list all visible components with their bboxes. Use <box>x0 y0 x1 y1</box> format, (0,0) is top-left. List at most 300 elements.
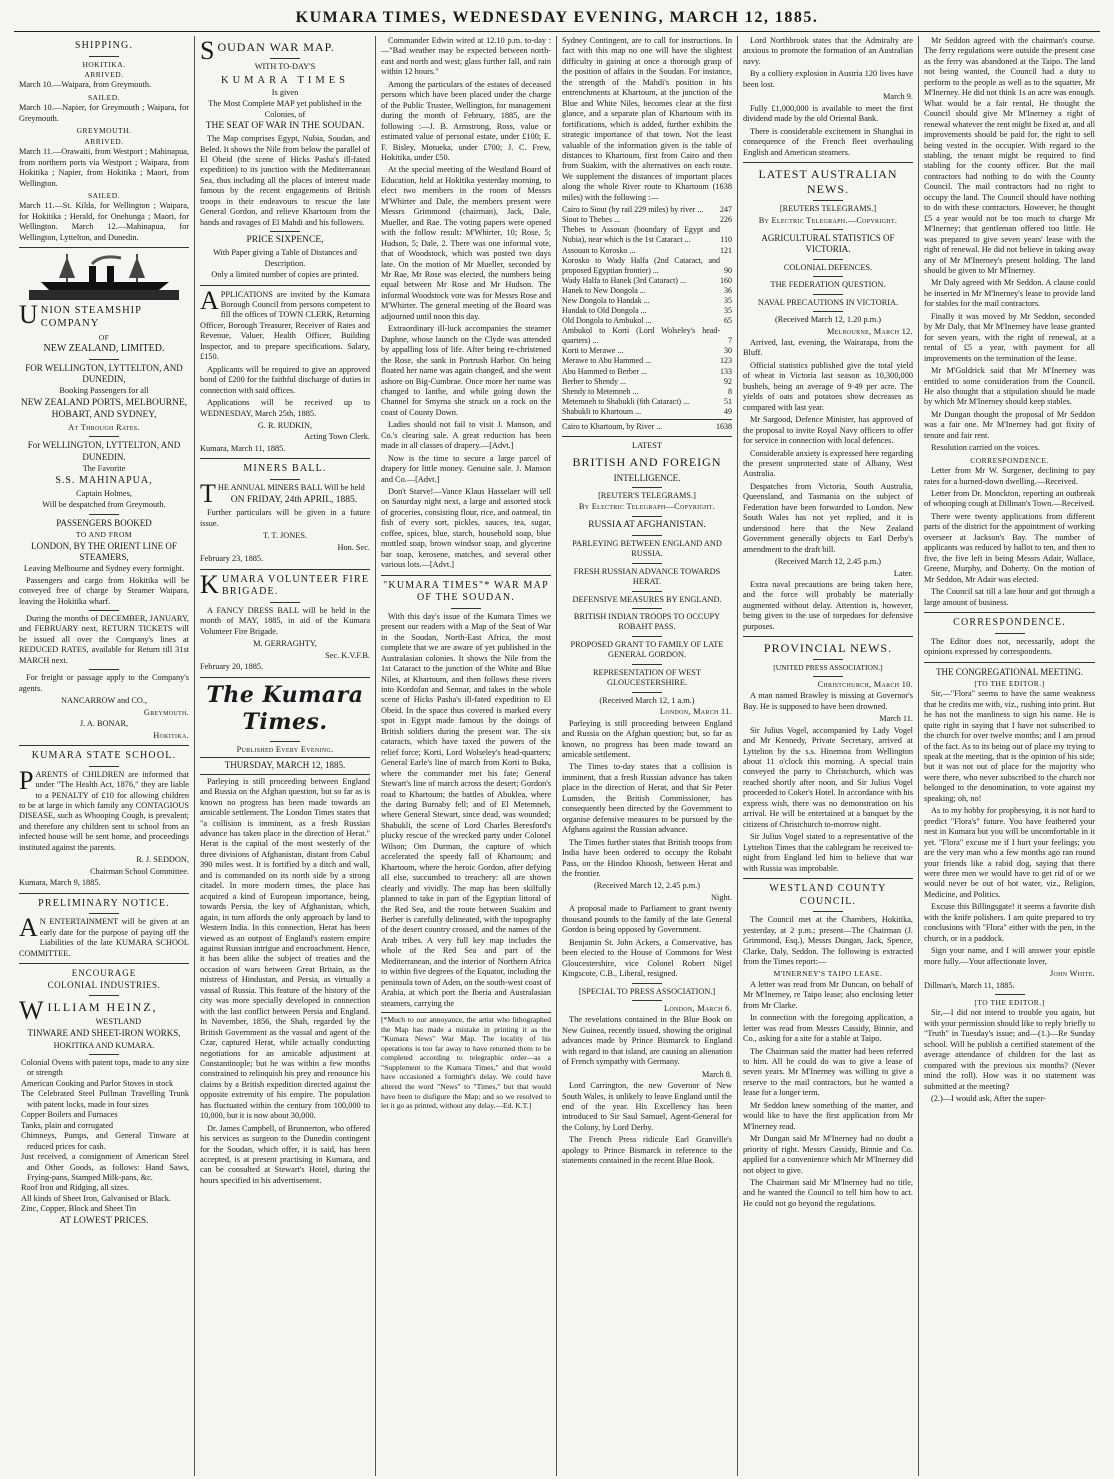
news-text: Mr Dungan said Mr M'Inerney had no doubt a priority of right. Messrs Cassidy, Binnie and Co. applied for a convenience which Mr M'Inerney did not object to give. <box>743 1134 913 1175</box>
heinz-item: Tanks, plain and corrugated <box>21 1120 114 1130</box>
provincial-heading: PROVINCIAL NEWS. <box>763 641 893 656</box>
hokitika-arrivals: March 10.—Waipara, from Greymouth. <box>19 80 152 90</box>
reuters-label: [REUTERS TELEGRAMS.] <box>779 204 877 214</box>
booked-london: LONDON, BY THE ORIENT LINE OF STEAMERS, <box>31 540 177 562</box>
column-6 <box>919 36 1100 1476</box>
divider <box>632 664 662 665</box>
heinz-item: Colonial Ovens with patent tops, made to any size or strength <box>21 1057 189 1078</box>
prelim-heading: PRELIMINARY NOTICE. <box>38 897 170 909</box>
divider <box>200 285 370 286</box>
ball-dated: February 23, 1885. <box>200 554 264 564</box>
russia-heading: RUSSIA AT AFGHANISTAN. <box>588 519 706 530</box>
ball-sign: T. T. JONES. <box>262 531 308 541</box>
article-continued: Sydney Contingent, are to call for instructions. In fact with this map no one will have the slightest difficulty in gaining at once a thorough grasp of the position of affairs in the Soudan. For instance, the strength of the Mahdi's position in his entrenchments at Khartoum, at the junction of the Blue and White Niles, becomes clear at the first glance, and a separate plan of Khartoum with its fortifications, which is added, further exhibits the strategic importance of that town. Not the least valuable of the information given is the table of distances to Khartoum, first from Cairo and then from Suakim, with the alternatives on each route. We supplement the distances of important places along the whole River route to Khartoum (1638 miles) with the following :— <box>562 36 732 202</box>
distance-row <box>562 407 732 417</box>
school-sign: R. J. SEDDON, <box>136 855 189 865</box>
map-price: PRICE SIXPENCE, <box>246 235 324 246</box>
divider <box>89 56 119 57</box>
paper-nameplate: The Kumara Times. <box>206 681 364 736</box>
port-hokitika: HOKITIKA. <box>82 59 126 69</box>
map-text-1: The Most Complete MAP yet published in the Colonies, of <box>208 99 362 119</box>
union-favorite: The Favorite <box>82 463 126 473</box>
distance-total <box>562 422 732 432</box>
divider <box>632 692 662 693</box>
distance-row <box>562 276 732 286</box>
distance-route: Metemneh to Shabukli (6th Cataract) ... <box>562 396 690 406</box>
shipping-heading: SHIPPING. <box>74 40 134 51</box>
distance-miles: 51 <box>724 396 732 406</box>
news-text: The Council sat till a late hour and got through a large amount of business. <box>924 587 1095 607</box>
arrived-label: ARRIVED. <box>84 70 124 80</box>
distance-route: Wady Halfa to Hanek (3rd Cataract) ... <box>562 275 686 285</box>
divider <box>924 612 1095 613</box>
divider <box>632 535 662 536</box>
letter-text: Sign your name, and I will answer your epistle more fully.—Your affectionate lover, <box>924 946 1095 966</box>
distance-row <box>562 377 732 387</box>
subhead: M'INERNEY'S TAIPO LEASE. <box>773 969 883 979</box>
distance-route: Thebes to Assouan (boundary of Egypt and Nubia), near which is the 1st Cataract ... <box>562 225 720 245</box>
agent-name: J. A. BONAR, <box>79 719 129 729</box>
dateline: London, March 11. <box>659 707 732 717</box>
weather-text: Commander Edwin wired at 12.10 p.m. to-day :—"Bad weather may be expected between north-east and north and west; glass further fall, and rain within 12 hours." <box>381 36 551 77</box>
divider <box>19 963 189 964</box>
divider <box>19 247 189 248</box>
divider <box>632 636 662 637</box>
freight-text: For freight or passage apply to the Company's agents. <box>19 673 189 693</box>
news-text: Benjamin St. John Ackers, a Conservative, has been elected to the House of Commons for West Gloucestershire, vice Colonel Robert Nigel Kingscote, C.B., Liberal, resigned. <box>562 937 732 979</box>
subhead: AGRICULTURAL STATISTICS OF VICTORIA. <box>761 233 895 255</box>
distance-miles: 7 <box>728 336 732 346</box>
distance-miles: 8 <box>728 386 732 396</box>
union-captain: Captain Holmes, <box>76 488 132 498</box>
news-text: Mr Sargood, Defence Minister, has approved of the proposal to invite Royal Navy officers to offer for service in connection with local defences. <box>743 415 913 446</box>
news-text: Finally it was moved by Mr Seddon, seconded by Mr Daly, that Mr M'Inerney have lease granted for seven years, with the right of renewal, at a rental of £5 a year, with payment for all improvements on the termination of the lease. <box>924 311 1095 363</box>
subhead: REPRESENTATION OF WEST GLOUCESTERSHIRE. <box>593 667 701 688</box>
heinz-item: Zinc, Copper, Block and Sheet Tin <box>21 1204 137 1214</box>
distance-miles: 123 <box>720 356 732 366</box>
news-text: By a colliery explosion in Austria 120 lives have been lost. <box>743 69 913 89</box>
heinz-item: American Cooking and Parlor Stoves in stock <box>21 1078 174 1088</box>
divider <box>200 774 370 775</box>
subhead: FRESH RUSSIAN ADVANCE TOWARDS HERAT. <box>573 566 721 587</box>
upa-label: [UNITED PRESS ASSOCIATION.] <box>773 663 883 673</box>
correspondence-heading: CORRESPONDENCE. <box>953 617 1066 628</box>
distance-table <box>562 205 732 417</box>
agent-name: NANCARROW and CO., <box>60 696 148 706</box>
union-despatch: Will be despatched from Greymouth. <box>42 500 166 510</box>
distance-row <box>562 246 732 256</box>
dateline: Night. <box>711 892 732 902</box>
applications-text: APPLICATIONS are invited by the Kumara Borough Council from persons competent to fill the offices of TOWN CLERK, Returning Officer, Borough Treasurer, Receiver of Rates and Revenue, Valuer, Health Officer, Building Inspector, and to prepare specifications. Salary, £150. <box>200 285 370 362</box>
sailed-label: SAILED. <box>87 190 121 200</box>
news-text: The revelations contained in the Blue Book on New Guinea, recently issued, showing the original advances made by Prince Bismarck to England with regard to that island, are causing an alienation of French sympathy with Germany. <box>562 1015 732 1067</box>
heinz-place: HOKITIKA AND KUMARA. <box>53 1040 155 1050</box>
divider <box>813 676 843 677</box>
news-text: Parleying is still proceeding between England and Russia on the Afghan question; but, so far as known, no progress has been made toward an amicable settlement. <box>562 718 732 759</box>
fire-sign: M. GERRAGHTY, <box>253 639 317 649</box>
map-with: WITH TO-DAY'S <box>254 62 316 72</box>
edition-date: THURSDAY, MARCH 12, 1885. <box>224 760 346 771</box>
divider <box>89 913 119 914</box>
distance-miles: 90 <box>724 265 732 275</box>
distance-route: Korti to Merawe ... <box>562 346 624 356</box>
county-council-heading: WESTLAND COUNTY COUNCIL. <box>769 882 887 907</box>
divider <box>200 677 370 678</box>
distance-miles: 121 <box>720 245 732 255</box>
prelim-text: AN ENTERTAINMENT will be given at an early date for the purpose of paying off the Liabilities of the late KUMARA SCHOOL COMMITTEE. <box>19 913 189 958</box>
news-text: Mr Dungan thought the proposal of Mr Seddon was a fair one. Mr M'Inerney had got fixity of tenure and fair rent. <box>924 409 1095 440</box>
heinz-heading: WILLIAM HEINZ, <box>19 995 158 1025</box>
distance-row <box>562 326 732 346</box>
estates-text: Among the particulars of the estates of deceased persons which have been placed under the charge of the Public Trustee, Wellington, for management during the month of February, 1885, are the following :—J. B. Armstrong, Ross, value or estimated value of personal estate, under £100; E. F. Bisley, Motueka, under £700; J. C. Frew, Hokitika, under £50. <box>381 79 551 162</box>
copyright-label: By Electric Telegraph—Copyright. <box>578 502 716 512</box>
distance-route: Abu Hammed to Berber ... <box>562 366 648 376</box>
divider <box>19 745 189 746</box>
latest-label: LATEST <box>632 440 662 450</box>
arrived-label: ARRIVED. <box>84 136 124 146</box>
dateline: March 9. <box>883 92 913 102</box>
heinz-item: All kinds of Sheet Iron, Galvanised or Black. <box>21 1193 172 1203</box>
letter-text: Sir,—I did not intend to trouble you again, but with your permission should like to reply briefly to "Truth" in Tuesday's issue; and—(1.)—Re Sunday school. Will he publish a certified statement of the average attendance of children for the last as compared with the previous six months? (Never mind the roll). How was it no statement was submitted at the meeting? <box>924 1008 1095 1091</box>
applications-sign-title: Acting Town Clerk. <box>304 432 370 442</box>
hasselaer-advt: Don't Starve!—Vance Klaus Hasselaer will sell on Saturday night next, a large and assorted stock of groceries, consisting flour, rice, and oatmeal, tin fish of every sort, pickles, sauces, tea, sugar, coffee, spices, blue, starch, household soap, blue mottled soap, brown windsor soap, and glycerine bar soap, kerosene, matches, and several other various lots.—[Advt.] <box>381 487 551 570</box>
letter-text: Excuse this Billingsgate! it seems a favorite dish with the knife polishers. I am quite prepared to try conclusions with "Flora" either with the pen, in the church, or in a paddock. <box>924 902 1095 943</box>
union-nz: NEW ZEALAND, LIMITED. <box>43 343 165 355</box>
ball-sign-title: Hon. Sec. <box>337 542 370 552</box>
dateline: Melbourne, March 12. <box>826 326 913 336</box>
intelligence-label: INTELLIGENCE. <box>613 472 681 483</box>
heinz-works: TINWARE AND SHEET-IRON WORKS, <box>27 1028 181 1039</box>
school-heading: KUMARA STATE SCHOOL. <box>31 750 177 761</box>
encourage: ENCOURAGE <box>71 967 137 978</box>
letter-text: Sir,—"Flora" seems to have the same weakness that he credits me with, viz., rushing into print. But he has not the manliness to sign his name. He is quite right in saying that I have not subscribed to the church for over twelve months; and I am proud of the fact. As to its being out of place my trying to speak at the meeting, that is the opinion of his side; but it was not out of place for the majority who were there, who never subscribed to the church nor belonged to the denomination, to vote against my speaking; oh, no! <box>924 689 1095 803</box>
subhead: PROPOSED GRANT TO FAMILY OF LATE GENERAL GORDON. <box>570 639 724 660</box>
divider <box>632 516 662 517</box>
union-company-heading: UNION STEAMSHIP COMPANY <box>19 300 142 330</box>
subhead: CORRESPONDENCE. <box>970 455 1049 465</box>
divider <box>632 608 662 609</box>
union-of: OF <box>98 332 110 342</box>
distance-miles: 35 <box>724 295 732 305</box>
divider <box>813 259 843 260</box>
distance-row <box>562 256 732 276</box>
divider <box>19 893 189 894</box>
distance-route: Shabukli to Khartoum ... <box>562 406 642 416</box>
school-sign-title: Chairman School Committee. <box>90 866 189 876</box>
greymouth-arrivals: March 11.—Orawaiti, from Westport ; Mahinapua, from northern ports via Westport ; Waipara, from Hokitika ; Napier, from Hokitika ; Maori, from Wellington. <box>19 147 189 188</box>
divider <box>381 575 551 576</box>
map-paper: KUMARA TIMES <box>220 74 350 86</box>
school-text: PARENTS of CHILDREN are informed that under "The Health Act, 1876," they are liable to a PENALTY of £10 for allowing children to be at large in which family any CONTAGIOUS DISEASE, such as Whooping Cough, is prevalent; and therefore any children sent to school from an infected house will be sent home, and proceedings instituted against the parents. <box>19 765 189 852</box>
steamship-icon <box>29 252 179 300</box>
distance-miles: 110 <box>720 235 732 245</box>
distance-row <box>562 356 732 366</box>
distance-route: New Dongola to Handak ... <box>562 295 650 305</box>
distance-miles: 247 <box>720 205 732 215</box>
dateline: March 11. <box>879 714 913 724</box>
heinz-item: Chimneys, Pumps, and General Tinware at reduced prices for cash. <box>21 1131 189 1151</box>
distance-route: Assouan to Korosko ... <box>562 245 636 255</box>
news-text: The Chairman said the matter had been referred to him. All he could do was to give a lease of seven years. Mr M'Inerney was willing to give a reserve to the mail contractors, but he wanted a lease for a longer term. <box>743 1046 913 1098</box>
column-2 <box>195 36 376 1476</box>
columns <box>14 36 1100 1476</box>
war-map-article-heading: "KUMARA TIMES"* WAR MAP OF THE SOUDAN. <box>383 579 549 604</box>
received-note: (Received March 12, 2.45 p.m.) <box>594 881 700 891</box>
agent-place: Hokitika. <box>153 730 189 740</box>
news-text: Letter from Dr. Monckton, reporting an outbreak of whooping cough at Dillman's Town.—Received. <box>924 489 1095 509</box>
congregational-heading: THE CONGREGATIONAL MEETING. <box>936 666 1083 677</box>
union-ports: NEW ZEALAND PORTS, MELBOURNE, HOBART, AND SYDNEY, <box>20 397 188 420</box>
distance-row <box>562 225 732 245</box>
distance-route: Hanek to New Dongola ... <box>562 285 646 295</box>
divider <box>813 276 843 277</box>
news-text: Sir Julius Vogel stated to a representative of the Lyttelton Times that the cablegram he received to-night from England led him to believe that war with Russia was improbable. <box>743 832 913 873</box>
subhead: DEFENSIVE MEASURES BY ENGLAND. <box>572 594 722 604</box>
divider <box>813 659 843 660</box>
divider <box>270 602 300 603</box>
distance-route: Merawe to Abu Hammed ... <box>562 356 652 366</box>
ball-text-2: Further particulars will be given in a future issue. <box>200 508 370 528</box>
agent-place: Greymouth. <box>143 707 189 717</box>
divider <box>743 162 913 163</box>
distance-row <box>562 397 732 407</box>
divider <box>89 766 119 767</box>
applications-text-2: Applicants will be required to give an approved bond of £200 for the faithful discharge of duties in connection with said offices. <box>200 364 370 395</box>
news-text: There were twenty applications from different parts of the district for the appointment of working overseer at Jackson's Bay. The number of applicants was reduced by ballot to ten, and then to five, the five left in being Messrs Adair, Wallace, Greene, Murphy, and Doherty. On the motion of Mr Seddon, Mr Adair was elected. <box>924 511 1095 584</box>
news-text: Extra naval precautions are being taken here, and the force will probably be materially augmented without delay. Attention is, however, being given to the use of torpedoes for defensive purposes. <box>743 580 913 631</box>
column-5 <box>738 36 919 1476</box>
fire-date: February 20, 1885. <box>200 662 264 672</box>
dateline: London, March 6. <box>663 1003 732 1013</box>
published-note: Published Every Evening. <box>236 744 334 754</box>
divider <box>813 294 843 295</box>
distance-route: Cairo to Siout (by rail 229 miles) by river ... <box>562 205 704 215</box>
divider <box>270 479 300 480</box>
distance-miles: 160 <box>720 275 732 285</box>
letter-sign: John White. <box>1049 969 1095 979</box>
subhead: BRITISH INDIAN TROOPS TO OCCUPY ROBAHT PASS. <box>573 612 721 632</box>
heinz-item: Roof Iron and Ridging, all sizes. <box>21 1183 130 1193</box>
booked-leave: Leaving Melbourne and Sydney every fortnight. <box>23 564 185 574</box>
distance-route: Siout to Thebes ... <box>562 215 621 225</box>
divider <box>89 359 119 360</box>
received-note: (Received March 12, 1.20 p.m.) <box>775 315 881 325</box>
heinz-westland: WESTLAND <box>95 1016 142 1026</box>
subhead: PARLEYING BETWEEN ENGLAND AND RUSSIA. <box>572 538 722 559</box>
news-text: Despatches from Victoria, South Australia, Queensland, and Tasmania on the subject of Federation have been forwarded to London. New South Wales has not yet replied, and it is understood here that the New Zealand Government generally objects to Earl Derby's amendment to the draft bill. <box>743 481 913 554</box>
distance-row <box>562 306 732 316</box>
map-text-2: The Map comprises Egypt, Nubia, Soudan, and Beled. It shows the Nile from below the parallel of El Obeid (the scene of Hicks Pasha's ill-fated expedition) to its junction with the Mediterranean Sea, thus including all the places of interest made famous by the recent engagements of British troops in their endeavours to rescue the late General Gordon, and relieve Khartoum from the hands and ravages of El Mahdi and his followers. <box>200 134 370 227</box>
distance-route: Ambukol to Korti (Lord Wolseley's head-quarters) ... <box>562 326 720 346</box>
divider <box>632 563 662 564</box>
letter-text: (2.)—I would ask, After the super- <box>931 1094 1046 1104</box>
received-note: (Received March 12, 1 a.m.) <box>599 695 695 705</box>
colonial-industries: COLONIAL INDUSTRIES. <box>47 980 161 991</box>
union-for: FOR WELLINGTON, LYTTELTON, AND DUNEDIN, <box>25 362 183 384</box>
news-text: Lord Carrington, the new Governor of New South Wales, is unlikely to leave England until the end of the year. His Excellency has been introduced to Sir Saul Samuel, Agent-General for the Colony, by Lord Derby. <box>562 1081 732 1132</box>
union-booking: Booking Passengers for all <box>59 386 149 396</box>
leader-text-2: Dr. James Campbell, of Brunnerton, who offered his services as surgeon to the Dunedin contingent for the Soudan, which offer, it is said, has been accepted, is at present practising in Kumara, and can be consulted at Stewart's Hotel, during the hours specified in his advertisement. <box>200 1123 370 1185</box>
news-text: Arrived, last, evening, the Wairarapa, from the Bluff. <box>743 338 913 358</box>
dateline: Later. <box>893 568 913 578</box>
divider <box>89 1054 119 1055</box>
distance-miles: 49 <box>724 406 732 416</box>
distance-row <box>562 367 732 377</box>
distance-row <box>562 296 732 306</box>
applications-text-3: Applications will be received up to WEDNESDAY, March 25th, 1885. <box>200 398 370 418</box>
news-text: Resolution carried on the voices. <box>931 443 1040 453</box>
manson-advt: Ladies should not fail to visit J. Manson, and Co.'s clearing sale. A great reduction has been made in all classes of drapery.—[Advt.] <box>381 420 551 451</box>
sailed-label: SAILED. <box>87 92 121 102</box>
masthead: KUMARA TIMES, WEDNESDAY EVENING, MARCH 12, 1885. <box>14 6 1100 32</box>
subhead: THE FEDERATION QUESTION. <box>770 280 886 290</box>
divider <box>562 419 732 420</box>
school-date: Kumara, March 9, 1885. <box>19 878 101 888</box>
fire-brigade-heading: KUMARA VOLUNTEER FIRE BRIGADE. <box>200 569 370 599</box>
to-editor-label: [TO THE EDITOR.] <box>974 678 1045 688</box>
column-1 <box>14 36 195 1476</box>
special-label: [SPECIAL TO PRESS ASSOCIATION.] <box>578 986 716 996</box>
divider <box>743 878 913 879</box>
news-text: Letter from Mr W. Surgener, declining to pay rates for a burned-down dwelling.—Received. <box>924 466 1095 486</box>
war-map-article: With this day's issue of the Kumara Times we present our readers with a Map of the Seat of War in the Soudan, North-East Africa, the most complete that we are aware of yet published in the Australasian colonies. It shows the Nile from the 1st Cataract to the junction of the White and Blue Niles, at Khartoum, and then follows these rivers into Kordofan and Sennar, and takes in the whole scene of Hicks Pasha's ill-fated expedition to El Obeid. In the space thus covered is marked every spot in Egypt made famous by the doings of British soldiers during the present war. The six cataracts, which have taxed the powers of the relief force; Korti, Lord Wolseley's head-quarters; General Earle's line of march from Korti to Buka, where the commander met his fate; General Stewart's line of march across the desert; Gordon's road to Khartoum; the battles of Abuklea, where the daring Burnaby fell; and of El Metemneh, where General Stewart, since dead, was wounded; Shabukli, the scene of Lord Charles Beresford's plucky rescue of the wrecked party under Colonel Wilson; Om Durman, the capture of which accelerated the speedy fall of Khartoum; and Khartoum, where the heroic Gordon, after defying all else, succumbed to treachery: all are shown clearly and vividly. The map has been skilfully planned to take in part of the Egyptian littoral of the Red Sea, and the route between Suakim and Berber is carefully delineated, with the topography of the desert country crossed, and the names of the Arab tribes. A very full key map includes the whole of the Red Sea and part of the Mediterranean, and the interior of Northern Africa to within five degrees of the Equator, including the peninsula town of Aden, on the south-west coast of Arabia, at which port the Iberia and Australasian steamers, carrying the <box>381 611 551 1008</box>
subhead: COLONIAL DEFENCES. <box>783 262 873 272</box>
fire-text: A FANCY DRESS BALL will be held in the month of MAY, 1885, in aid of the Kumara Volunteer Fire Brigade. <box>200 605 370 636</box>
divider <box>813 311 843 312</box>
received-note: (Received March 12, 2.45 p.m.) <box>775 557 881 567</box>
distance-route: Korosko to Wady Halfa (2nd Cataract, and proposed Egyptian frontier) ... <box>562 255 720 275</box>
news-text: There is considerable excitement in Shanghai in consequence of the French fleet overhauling English and American steamers. <box>743 126 913 157</box>
divider <box>200 458 370 459</box>
distance-route: Handak to Old Dongola ... <box>562 306 647 316</box>
news-text: Considerable anxiety is expressed here regarding the present unprotected state of Albany, West Australia. <box>743 448 913 479</box>
divider <box>924 662 1095 663</box>
distance-miles: 30 <box>724 346 732 356</box>
distance-row <box>562 316 732 326</box>
fire-sign-title: Sec. K.V.F.B. <box>325 650 370 660</box>
divider <box>89 669 119 670</box>
distance-miles: 65 <box>724 316 732 326</box>
divider <box>813 229 843 230</box>
applications-sign: G. R. RUDKIN, <box>257 420 313 430</box>
news-text: The Council met at the Chambers, Hokitika, yesterday, at 2 p.m.; present—The Chairman (J. Grimmond, Esq.), Messrs Dungan, Jack, Spence, Clarke, Daly, Seddon. The following is extracted from the Times report:— <box>743 915 913 966</box>
column-3 <box>376 36 557 1476</box>
booked-heading: PASSENGERS BOOKED <box>56 517 152 528</box>
applications-date: Kumara, March 11, 1885. <box>200 443 286 453</box>
distance-row <box>562 387 732 397</box>
copyright-label: By Electric Telegraph.—Copyright. <box>758 215 898 225</box>
distance-miles: 92 <box>724 376 732 386</box>
divider <box>813 911 843 912</box>
divider <box>813 200 843 201</box>
union-ship: S.S. MAHINAPUA, <box>55 475 153 487</box>
news-text: A proposal made to Parliament to grant twenty thousand pounds to the family of the late General Gordon is being opposed by Government. <box>562 904 732 935</box>
booked-text: Passengers and cargo from Hokitika will be conveyed free of charge by Steamer Waipara, leaving the Hokitika wharf. <box>19 575 189 606</box>
war-map-heading: SOUDAN WAR MAP. <box>200 36 335 65</box>
distance-row <box>562 346 732 356</box>
news-text: Sir Julius Vogel, accompanied by Lady Vogel and Mr Kennedy, Private Secretary, arrived at Lyttelton by the s.s. Hinemoa from Wellington about 11 o'clock this morning. A special train conveyed the party to Christchurch, which was reached shortly after noon, and Sir Julius Vogel proceeded to Coker's Hotel. In accordance with his express wish, there was no demonstration on his arrival. He will be entertained at a banquet by the citizens of Christchurch to-morrow night. <box>743 725 913 829</box>
divider <box>200 757 370 758</box>
manson-advt-2: Now is the time to secure a large parcel of drapery for little money. Genuine sale. J. Manson and Co.—[Advt.] <box>381 453 551 484</box>
dateline: March 8. <box>702 1069 732 1079</box>
hokitika-sailings: March 10.—Napier, for Greymouth ; Waipara, for Greymouth. <box>19 103 189 123</box>
news-text: Mr Seddon agreed with the chairman's course. The ferry regulations were outside the present case as the ferry was abandoned at the Taipo. The land not being wanted, the Council had a duty to perform to the people as well as to the squatter, Mr M'Inerney. He did not think 1s an acre was enough. What would be a fair rental, He thought the Council should give Mr M'Inerney a right of renewal whatever the rent might be fixed at, and all improvements should be paid for, the right to sell being vested in the occupier. With regard to the stabling, the tenant might be required to find stabling for the county officer. But the mail contractors had nothing to do with the County Council. The mail contractors had no right to occupy the land. The Council should have nothing to do with these contractors. However, he thought £5 a year would not be too much to charge Mr M'Inerney; that gentleman offered too little. He was prepared to give seven years' lease with the right of renewal. He did not believe in taking away any of Mr M'Inerney's present holding. The land should be given to Mr M'Inerney. <box>924 36 1095 275</box>
leader-text: Parleying is still proceeding between England and Russia on the Afghan question, but so far as is known no progress has been made towards an amicable settlement. The London Times states that "a collision is imminent, as a fresh Russian advance has taken place in the direction of Herat." Herat is the capital of the most westerly of the three divisions of Afghanistan, distant from Cabul 390 miles west. It is fortified by a ditch and wall, and is commanded on its north side by a strong citadel. In more modern times, the place has acquired a kind of European importance, being, towards Persia, the key of Afghanistan, which, again, in turn affords the only approach by land to Western India. In this connection, Herat has been viewed as an outpost of England's eastern empire against Russian intrigue and encroachment. Hence, it has been alike the subject of treaties and the occasion of wars between Great Britain, as the mistress of Hindustan, and Persia, as virtually a vassal of Russia. This feature of the history of the city was more specially developed in connection with the last conflict between Persia and England. In November, 1856, the Shah, regarded by the British Government as the vassal and agent of the Czar, captured Herat, while actually conducting negotiations for an amicable adjustment at Constantinople; but he was within a few months constrained to relinquish his prey and renounce his claims by a British expedition directed against the opposite extremity of his empire. The population has fluctuated within the century from 100,000 to 10,000, but it is now about 30,000. <box>200 776 370 1121</box>
distance-row <box>562 215 732 225</box>
divider <box>451 608 481 609</box>
divider <box>89 995 119 996</box>
news-text: A letter was read from Mr Duncan, on behalf of Mr M'Inerney, re Taipo lease; also enclosing letter from Mr Clarke. <box>743 979 913 1010</box>
divider <box>632 487 662 488</box>
distance-row <box>562 205 732 215</box>
news-text: Mr Daly agreed with Mr Seddon. A clause could be inserted in Mr M'Inerney's lease to provide land for stables for the mail contractors. <box>924 278 1095 309</box>
return-tickets-text: During the months of DECEMBER, JANUARY, and FEBRUARY next, RETURN TICKETS will be issued all over the Company's lines at REDUCED RATES, available for Return till 31st MARCH next. <box>19 614 189 665</box>
news-text: The Times to-day states that a collision is imminent, that a fresh Russian advance has taken place in the direction of Herat, and that Sir Peter Lumsden, the British Commissioner, has consequently been directed by the Government to organise defensive measures to be pursued by the Afghans against the Russian advance. <box>562 762 732 835</box>
latest-australian-heading: LATEST AUSTRALIAN NEWS. <box>758 166 898 197</box>
divider <box>89 514 119 515</box>
column-4 <box>557 36 738 1476</box>
divider <box>200 569 370 570</box>
heinz-last: AT LOWEST PRICES. <box>59 1215 149 1226</box>
divider <box>632 1000 662 1001</box>
ball-text: THE ANNUAL MINERS BALL Will be held <box>200 478 365 508</box>
footnote: [*Much to our annoyance, the artist who lithographed the Map has made a mistake in printing it as the "Kumara News" War Map. The locality of his operations is too far away to have returned them to be completed according to telegraphic order—as a "Supplement to the Kumara Times," and that would have occasioned a fortnight's delay. We could have altered the word "News" to "Times," but that would have been to disfigure the Map; and so we resolved to let it go as printed, without any delay.—Ed. K.T.] <box>381 1012 551 1111</box>
port-greymouth: GREYMOUTH. <box>76 126 132 136</box>
divider <box>995 994 1025 995</box>
divider <box>562 436 732 437</box>
total-label: Cairo to Khartoum, by River ... <box>562 421 663 431</box>
daphne-text: Extraordinary ill-luck accompanies the steamer Daphne, whose launch on the Clyde was attended by appalling loss of life. After being re-christened the Rose, she sank in Portrush Harbor. On being floated her name was again changed, and she went ashore on Big-Cumbrae. Once more her name was changed to Ianthe, and while going down the Channel for Smyrna she struck on a rock on the coast of County Down. <box>381 324 551 417</box>
divider <box>89 436 119 437</box>
divider <box>632 983 662 984</box>
subhead: NAVAL PRECAUTIONS IN VICTORIA. <box>757 297 899 307</box>
map-given: Is given <box>271 87 299 97</box>
news-text: In connection with the foregoing application, a letter was read from Messrs Cassidy, Binnie, and Co., asking for a site for a stable at Taipo. <box>743 1013 913 1044</box>
education-board-text: At the special meeting of the Westland Board of Education, held at Hokitika yesterday morning, to elect two members in the room of Messrs M'Whirter and Dale, the members present were Messrs Grimmond (chairman), Jack, Dale, Mueller, and Rae. The voting papers were opened with the follow result: M'Whirter, 10; Rose, 5; Hudson, 5; Dale, 2. There was one informal vote, that of Woodstock, which was posted two days late. On the motion of Mr Mueller, seconded by Mr Rae, Mr Rose was elected, the numbers being equal between Mr Rose and Mr Hudson. The informal Woodstock vote was for Messrs Rose and M'Whirter. The general meeting of the Board was adjourned until noon this day. <box>381 165 551 321</box>
distance-miles: 36 <box>724 285 732 295</box>
news-text: Mr Seddon knew something of the matter, and would like to have the first application from Mr M'Inerney read. <box>743 1100 913 1131</box>
letter-date: Dillman's, March 11, 1885. <box>924 980 1015 990</box>
news-text: A man named Brawley is missing at Governor's Bay. He is supposed to have been drowned. <box>743 691 913 711</box>
distance-miles: 226 <box>720 215 732 225</box>
map-seat: THE SEAT OF WAR IN THE SOUDAN. <box>205 121 365 132</box>
miners-ball-heading: MINERS BALL. <box>243 463 327 475</box>
divider <box>270 741 300 742</box>
news-text: Mr M'Goldrick said that Mr M'Inerney was entitled to some consideration from the Council. He also thought that a stipulation should be made by which Mr M'Inerney should keep stables. <box>924 366 1095 407</box>
to-editor-label: [TO THE EDITOR.] <box>974 997 1045 1007</box>
divider <box>743 636 913 637</box>
map-limited: Only a limited number of copies are printed. <box>211 270 359 280</box>
heinz-item: Just received, a consignment of American Steel and Other Goods, as follows: Hand Saws, Frying-pans, Stamped Milk-pans, &c. <box>21 1152 189 1182</box>
distance-row <box>562 286 732 296</box>
bfi-heading: BRITISH AND FOREIGN <box>572 455 722 470</box>
news-text: The Chairman said Mr M'Inerney had no title, and he wanted the Council to tell him how to act. He could not go beyond the regulations. <box>743 1178 913 1208</box>
news-text: Official statistics published give the total yield of wheat in Victoria last season as 10,300,000 bushels, being an average of 9·49 per acre. The yields of oats and potatoes show decreases as compared with last year. <box>743 360 913 412</box>
total-value: 1638 <box>716 421 732 431</box>
editor-note: The Editor does not, necessarily, adopt the opinions expressed by correspondents. <box>924 636 1095 657</box>
divider <box>89 610 119 611</box>
heinz-item: Copper Boilers and Furnaces <box>21 1110 118 1120</box>
heinz-list <box>19 1058 189 1215</box>
letter-text: As to my hobby for prophesying, it is not hard to predict "Flora's" future. You have feathered your nest in Kumara but you will be uncomfortable in it yet. "Flora" excuse me if I hurt your feelings; you are the very man who a few months ago ran round your friends like a rabid dog, saying that there were three men we would have to get rid of or we would never be out of hot water, viz., Religion, Medicine, and Politics. <box>924 806 1095 899</box>
map-price-2: With Paper giving a Table of Distances and Description. <box>213 248 357 268</box>
heinz-item: The Celebrated Steel Pullman Travelling Trunk with patent locks, made in four sizes <box>21 1089 189 1109</box>
distance-route: Old Dongola to Ambukol ... <box>562 316 652 326</box>
news-text: Lord Northbrook states that the Admiralty are anxious to promote the formation of an Australian navy. <box>743 36 913 66</box>
distance-miles: 133 <box>720 366 732 376</box>
greymouth-sailings: March 11.—St. Kilda, for Wellington ; Waipara, for Hokitika ; Herald, for Onehunga ; Maori, for Wellington. March 12.—Mahinapua, for Wellington, Lyttelton, and Dunedin. <box>19 201 189 242</box>
reuters-label: [REUTER'S TELEGRAMS.] <box>598 490 696 500</box>
